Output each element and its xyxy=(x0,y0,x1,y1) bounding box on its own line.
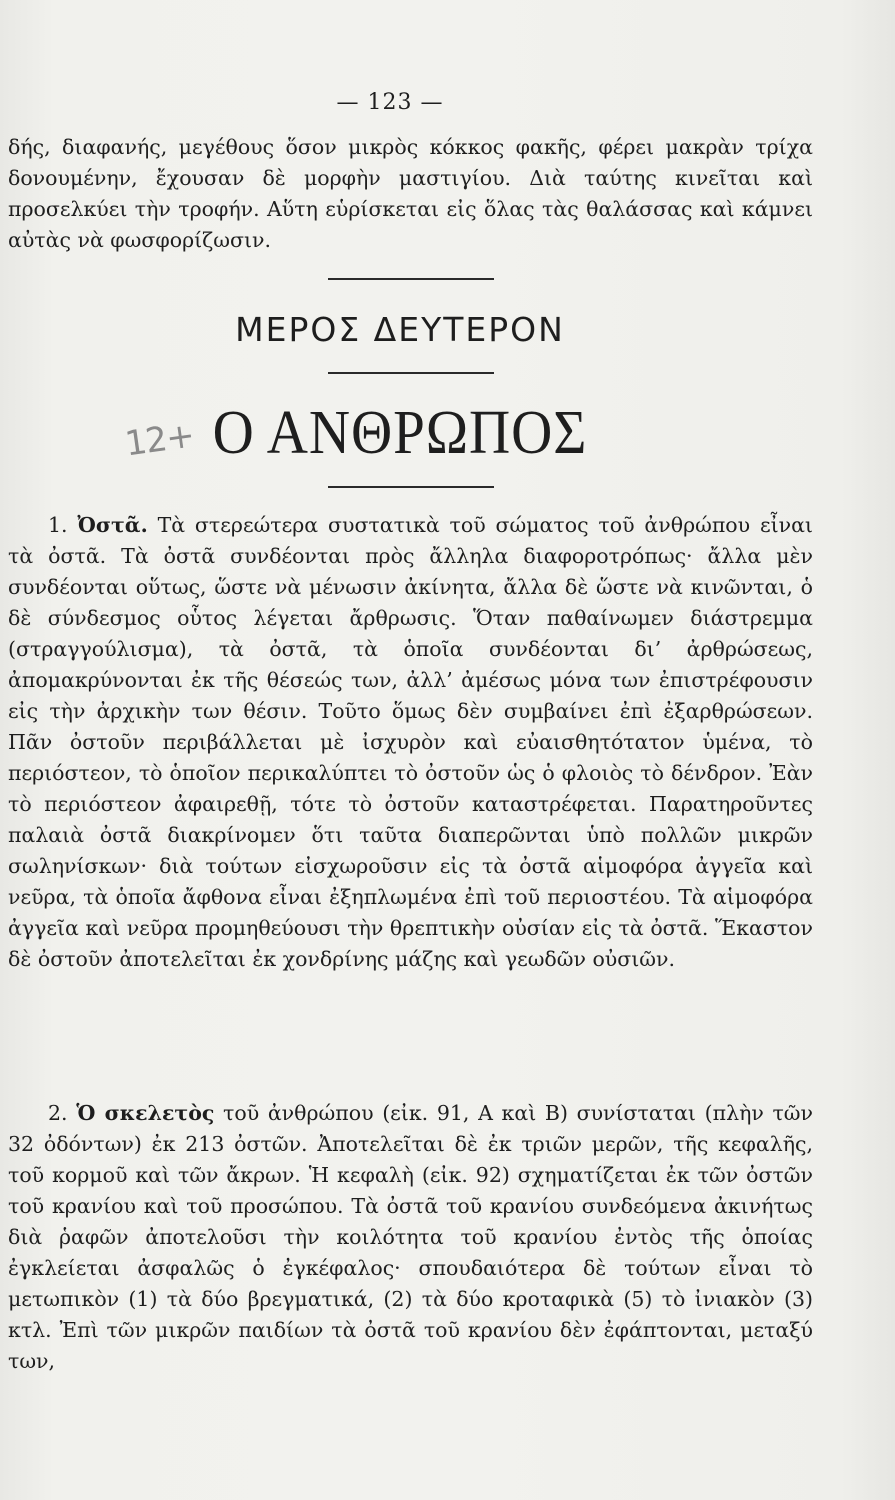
section-2-body: τοῦ ἀνθρώπου (εἰκ. 91, Α καὶ Β) συνίσταται (πλὴν τῶν 32 ὀδόντων) ἐκ 213 ὀστῶν. Ἀποτελεῖται δὲ ἐκ τριῶν μερῶν, τῆς κεφαλῆς, τοῦ κορμοῦ καὶ τῶν ἄκρων. Ἡ κεφαλὴ (εἰκ. 92) σχηματίζεται ἐκ τῶν ὀστῶν τοῦ κρανίου καὶ τοῦ προσώπου. Τὰ ὀστᾶ τοῦ κρανίου συνδεόμενα ἀκινήτως διὰ ῥαφῶν ἀποτελοῦσι τὴν κοιλότητα τοῦ κρανίου ἐντὸς τῆς ὁποίας ἐγκλείεται ἀσφαλῶς ὁ ἐγκέφαλος· σπουδαιότερα δὲ τούτων εἶναι τὸ μετωπικὸν (1) τὰ δύο βρεγματικά, (2) τὰ δύο κροταφικὰ (5) τὸ ἰνιακὸν (3) κτλ. Ἐπὶ τῶν μικρῶν παιδίων τὰ ὀστᾶ τοῦ κρανίου δὲν ἐφάπτονται, μεταξύ των, xyxy=(8,1101,813,1373)
divider-rule xyxy=(328,486,494,488)
intro-text: δής, διαφανής, μεγέθους ὅσον μικρὸς κόκκος φακῆς, φέρει μακρὰν τρίχα δονουμένην, ἔχουσαν δὲ μορφὴν μαστιγίου. Διὰ ταύτης κινεῖται καὶ προσελκύει τὴν τροφήν. Αὕτη εὑρίσκεται εἰς ὅλας τὰς θαλάσσας καὶ κάμνει αὐτὰς νὰ φωσφορίζωσιν. xyxy=(8,135,813,252)
chapter-title: Ο ΑΝΘΡΩΠΟΣ xyxy=(212,399,588,467)
section-1-heading: Ὀστᾶ. xyxy=(77,513,148,537)
section-2 xyxy=(8,1098,813,1377)
section-2-heading: Ὁ σκελετὸς xyxy=(76,1101,215,1125)
section-1-body: Τὰ στερεώτερα συστατικὰ τοῦ σώματος τοῦ ἀνθρώπου εἶναι τὰ ὀστᾶ. Τὰ ὀστᾶ συνδέονται πρὸς ἄλληλα διαφοροτρόπως· ἄλλα μὲν συνδέονται οὕτως, ὥστε νὰ μένωσιν ἀκίνητα, ἄλλα δὲ ὥστε νὰ κινῶνται, ὁ δὲ σύνδεσμος οὗτος λέγεται ἄρθρωσις. Ὅταν παθαίνωμεν διάστρεμμα (στραγγούλισμα), τὰ ὀστᾶ, τὰ ὁποῖα συνδέονται δι’ ἀρθρώσεως, ἀπομακρύνονται ἐκ τῆς θέσεώς των, ἀλλ’ ἀμέσως μόνα των ἐπιστρέφουσιν εἰς τὴν ἀρχικὴν των θέσιν. Τοῦτο ὅμως δὲν συμβαίνει ἐπὶ ἐξαρθρώσεων. Πᾶν ὀστοῦν περιβάλλεται μὲ ἰσχυρὸν καὶ εὐαισθητότατον ὑμένα, τὸ περιόστεον, τὸ ὁποῖον περικαλύπτει τὸ ὀστοῦν ὡς ὁ φλοιὸς τὸ δένδρον. Ἐὰν τὸ περιόστεον ἀφαιρεθῇ, τότε τὸ ὀστοῦν καταστρέφεται. Παρατηροῦντες παλαιὰ ὀστᾶ διακρίνομεν ὅτι ταῦτα διαπερῶνται ὑπὸ πολλῶν μικρῶν σωληνίσκων· διὰ τούτων εἰσχωροῦσιν εἰς τὰ ὀστᾶ αἱμοφόρα ἀγγεῖα καὶ νεῦρα, τὰ ὁποῖα ἄφθονα εἶναι ἐξηπλωμένα ἐπὶ τοῦ περιοστέου. Τὰ αἱμοφόρα ἀγγεῖα καὶ νεῦρα προμηθεύουσι τὴν θρεπτικὴν οὐσίαν εἰς τὰ ὀστᾶ. Ἕκαστον δὲ ὀστοῦν ἀποτελεῖται ἐκ χονδρίνης μάζης καὶ γεωδῶν οὐσιῶν. xyxy=(8,513,813,971)
section-1 xyxy=(8,510,813,975)
divider-rule xyxy=(328,278,494,280)
section-1-paragraph xyxy=(8,510,813,975)
section-2-paragraph xyxy=(8,1098,813,1377)
section-1-number: 1. xyxy=(48,513,68,537)
handwritten-pencil-note: 12+ xyxy=(122,415,197,465)
section-2-number: 2. xyxy=(48,1101,68,1125)
divider-rule xyxy=(328,372,494,374)
part-title: ΜΕΡΟΣ ΔΕΥΤΕΡΟΝ xyxy=(235,310,565,349)
intro-paragraph xyxy=(8,132,813,256)
page-number: — 123 — xyxy=(336,90,444,115)
